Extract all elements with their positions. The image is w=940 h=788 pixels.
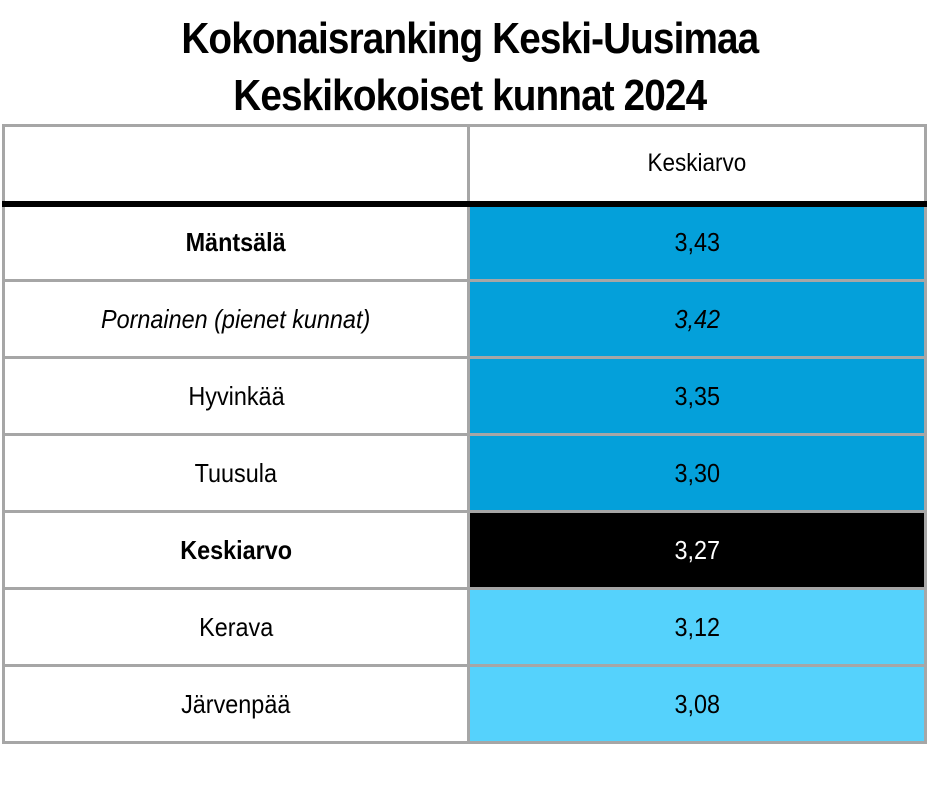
row-label: Järvenpää	[181, 688, 291, 719]
row-label-cell	[4, 358, 469, 435]
row-label: Hyvinkää	[187, 380, 285, 411]
table-row	[4, 666, 926, 743]
header-empty-cell	[4, 126, 469, 204]
row-label: Mäntsälä	[185, 227, 287, 258]
table-row	[4, 281, 926, 358]
row-value-cell	[469, 358, 926, 435]
row-label-cell	[4, 589, 469, 666]
row-value-cell	[469, 281, 926, 358]
header-keskiarvo-cell	[469, 126, 926, 204]
row-label: Kerava	[198, 611, 274, 642]
title-line-2	[0, 67, 940, 124]
table-row	[4, 435, 926, 512]
table-row	[4, 358, 926, 435]
row-value-cell	[469, 512, 926, 589]
table-body	[4, 204, 926, 743]
table-header-row	[4, 126, 926, 204]
row-label-cell	[4, 666, 469, 743]
header-keskiarvo-label: Keskiarvo	[647, 149, 747, 178]
row-value-cell	[469, 666, 926, 743]
table-row	[4, 589, 926, 666]
title-line-1	[0, 10, 940, 67]
row-value-cell	[469, 589, 926, 666]
row-label: Pornainen (pienet kunnat)	[101, 303, 371, 334]
row-label-cell	[4, 435, 469, 512]
title-line-1-text: Kokonaisranking Keski-Uusimaa	[181, 14, 759, 63]
table-header	[4, 126, 926, 204]
row-label-cell	[4, 204, 469, 281]
row-value-cell	[469, 435, 926, 512]
table-row	[4, 204, 926, 281]
row-value: 3,43	[674, 227, 720, 258]
row-value: 3,08	[674, 688, 720, 719]
row-label-cell	[4, 512, 469, 589]
row-label: Keskiarvo	[180, 534, 292, 565]
row-label: Tuusula	[194, 457, 278, 488]
row-value: 3,35	[674, 380, 720, 411]
title-line-2-text: Keskikokoiset kunnat 2024	[233, 71, 707, 120]
row-value: 3,42	[674, 303, 720, 334]
row-value: 3,27	[674, 534, 720, 565]
page-title	[0, 0, 940, 124]
row-label-cell	[4, 281, 469, 358]
row-value: 3,12	[674, 611, 720, 642]
ranking-table	[2, 124, 927, 744]
row-value-cell	[469, 204, 926, 281]
row-value: 3,30	[674, 457, 720, 488]
table-row	[4, 512, 926, 589]
